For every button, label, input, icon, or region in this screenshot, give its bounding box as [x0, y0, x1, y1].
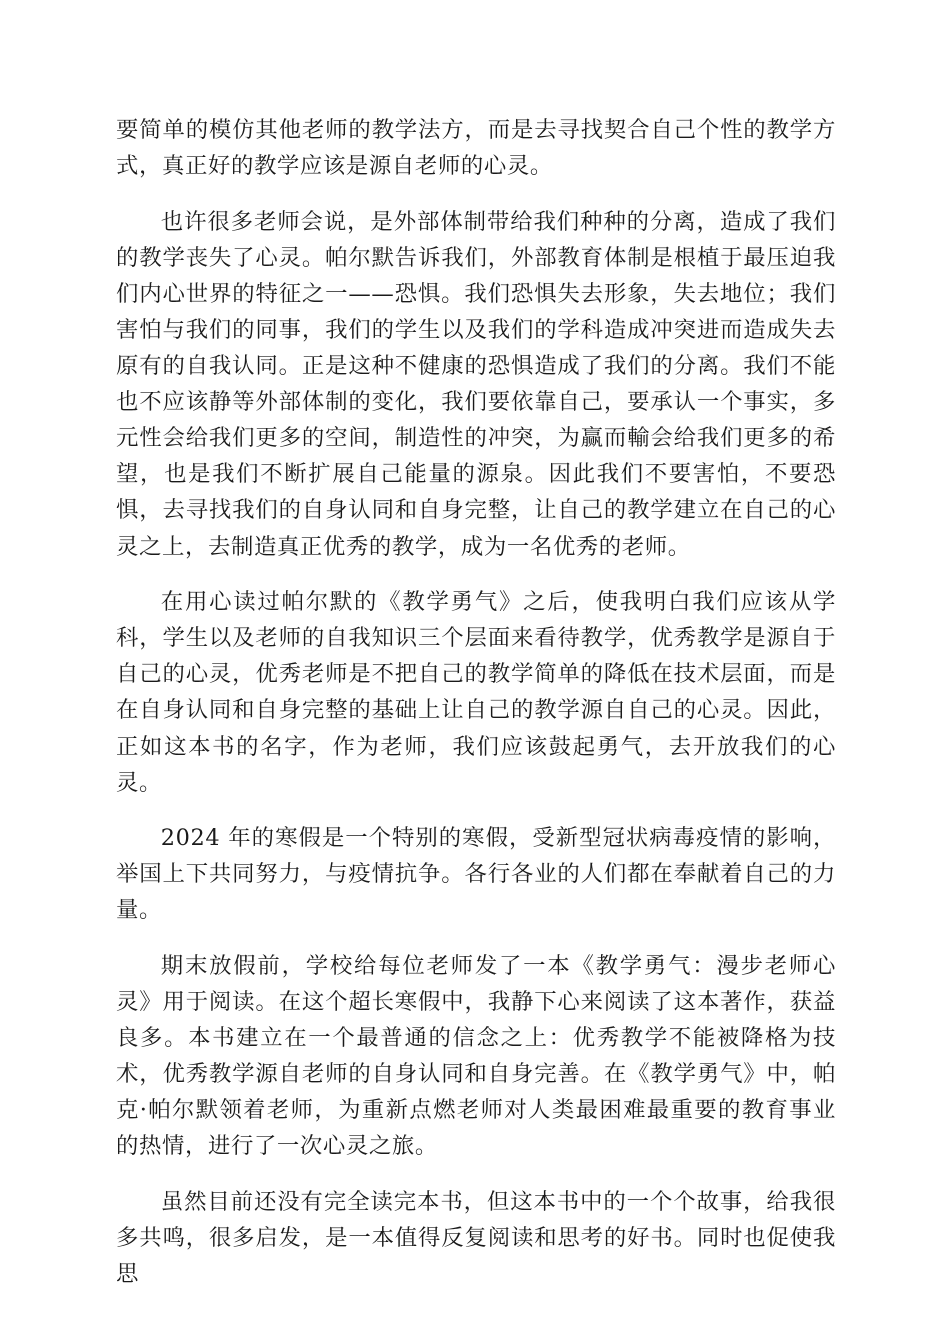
body-text — [116, 112, 836, 1312]
paragraph-2: 也许很多老师会说，是外部体制带给我们种种的分离，造成了我们的教学丧失了心灵。帕尔默告诉我们，外部教育体制是根植于最压迫我们内心世界的特征之一——恐惧。我们恐惧失去形象，失去地位；我们害怕与我们的同事，我们的学生以及我们的学科造成冲突进而造成失去原有的自我认同。正是这种不健康的恐惧造成了我们的分离。我们不能也不应该静等外部体制的变化，我们要依靠自己，要承认一个事实，多元性会给我们更多的空间，制造性的冲突，为赢而輸会给我们更多的希望，也是我们不断扩展自己能量的源泉。因此我们不要害怕，不要恐惧，去寻找我们的自身认同和自身完整，让自己的教学建立在自己的心灵之上，去制造真正优秀的教学，成为一名优秀的老师。 — [116, 208, 836, 560]
paragraph-5: 期末放假前，学校给每位老师发了一本《教学勇气：漫步老师心灵》用于阅读。在这个超长寒假中，我静下心来阅读了这本著作，获益良多。本书建立在一个最普通的信念之上：优秀教学不能被降格为技术，优秀教学源自老师的自身认同和自身完善。在《教学勇气》中，帕克·帕尔默领着老师，为重新点燃老师对人类最困难最重要的教育事业的热情，进行了一次心灵之旅。 — [116, 952, 836, 1160]
paragraph-1: 要简单的模仿其他老师的教学法方，而是去寻找契合自己个性的教学方式，真正好的教学应该是源自老师的心灵。 — [116, 117, 836, 180]
paragraph-3: 在用心读过帕尔默的《教学勇气》之后，使我明白我们应该从学科，学生以及老师的自我知识三个层面来看待教学，优秀教学是源自于自己的心灵，优秀老师是不把自己的教学简单的降低在技术层面，而是在自身认同和自身完整的基础上让自己的教学源自自己的心灵。因此，正如这本书的名字，作为老师，我们应该鼓起勇气，去开放我们的心灵。 — [116, 589, 836, 796]
paragraph-4: 2024 年的寒假是一个特别的寒假，受新型冠状病毒疫情的影响，举国上下共同努力，与疫情抗争。各行各业的人们都在奉献着自己的力量。 — [116, 825, 836, 924]
paragraph-6: 虽然目前还没有完全读完本书，但这本书中的一个个故事，给我很多共鸣，很多启发，是一本值得反复阅读和思考的好书。同时也促使我思 — [116, 1189, 836, 1288]
